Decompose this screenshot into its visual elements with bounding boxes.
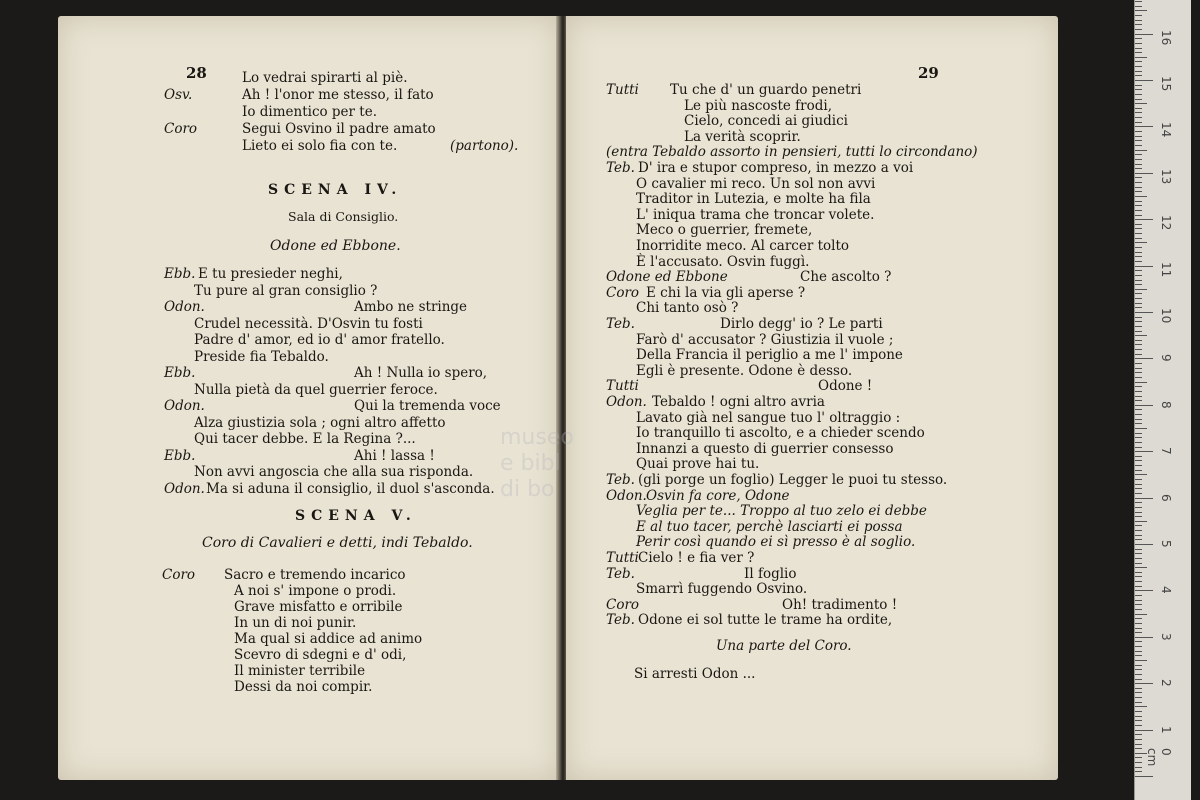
ruler-tick <box>1135 284 1142 285</box>
text-line: Qui la tremenda voce <box>354 398 501 414</box>
ruler-tick <box>1135 34 1153 35</box>
ruler-tick <box>1135 507 1142 508</box>
ruler-tick <box>1135 683 1153 684</box>
ruler-tick <box>1135 414 1142 415</box>
text-line: Non avvi angoscia che alla sua risponda. <box>194 464 474 480</box>
scene-v-title: SCENA V. <box>295 508 417 524</box>
ruler-tick <box>1135 326 1142 327</box>
ruler-tick <box>1135 238 1142 239</box>
ruler-tick <box>1135 447 1142 448</box>
ruler-tick <box>1135 419 1142 420</box>
ruler-tick <box>1135 210 1142 211</box>
ruler-tick <box>1135 730 1153 731</box>
ruler-tick <box>1135 57 1147 58</box>
ruler-tick <box>1135 38 1142 39</box>
speaker-label: Ebb. <box>164 447 196 464</box>
ruler-tick <box>1135 247 1142 248</box>
text-line: Crudel necessità. D'Osvin tu fosti <box>194 315 423 332</box>
ruler-tick <box>1135 80 1153 81</box>
ruler-tick <box>1135 711 1142 712</box>
ruler-tick <box>1135 530 1142 531</box>
ruler-tick <box>1135 544 1153 545</box>
text-line: Traditor in Lutezia, e molte ha fila <box>636 191 871 208</box>
text-line: Osvin fa core, Odone <box>646 487 790 504</box>
ruler-tick <box>1135 479 1142 480</box>
speaker-label: Tutti <box>606 550 639 566</box>
ruler-tick <box>1135 776 1153 777</box>
text-line: Egli è presente. Odone è desso. <box>636 362 853 379</box>
ruler-tick <box>1135 349 1142 350</box>
ruler-tick <box>1135 48 1142 49</box>
page-number-right: 29 <box>918 64 939 82</box>
ruler-number: 4 <box>1159 586 1173 595</box>
ruler-tick <box>1135 24 1142 25</box>
text-line: Io dimentico per te. <box>242 104 377 120</box>
ruler-tick <box>1135 335 1147 336</box>
text-line: Tu che d' un guardo penetri <box>670 82 862 98</box>
ruler-tick <box>1135 679 1142 680</box>
ruler-tick <box>1135 122 1142 123</box>
text-line: In un di noi punir. <box>234 615 357 631</box>
ruler-tick <box>1135 669 1142 670</box>
text-line: Sacro e tremendo incarico <box>224 567 406 583</box>
ruler-tick <box>1135 112 1142 113</box>
ruler-tick <box>1135 655 1142 656</box>
text-line: Innanzi a questo di guerrier consesso <box>636 440 894 457</box>
ruler-tick <box>1135 660 1147 661</box>
ruler-tick <box>1135 303 1142 304</box>
ruler-tick <box>1135 52 1142 53</box>
ruler-tick <box>1135 757 1142 758</box>
text-line: Grave misfatto e orribile <box>234 599 403 615</box>
ruler-tick <box>1135 150 1147 151</box>
ruler-tick <box>1135 535 1142 536</box>
text-line: Tebaldo ! ogni altro avria <box>652 394 825 410</box>
ruler-tick <box>1135 340 1142 341</box>
ruler-tick <box>1135 762 1142 763</box>
ruler-tick <box>1135 600 1142 601</box>
scene-iv-characters: Odone ed Ebbone. <box>270 238 401 254</box>
ruler-tick <box>1135 595 1142 596</box>
ruler-tick <box>1135 154 1142 155</box>
ruler-tick <box>1135 539 1142 540</box>
text-line: Chi tanto osò ? <box>636 300 739 317</box>
ruler-tick <box>1135 233 1142 234</box>
ruler-tick <box>1135 581 1142 582</box>
ruler-tick <box>1135 400 1142 401</box>
speaker-label: Odon. <box>606 394 647 410</box>
ruler-tick <box>1135 488 1142 489</box>
text-line: Nulla pietà da quel guerrier feroce. <box>194 381 438 398</box>
ruler-tick <box>1135 317 1142 318</box>
ruler-tick <box>1135 674 1142 675</box>
speaker-label: Teb. <box>606 472 635 488</box>
ruler-tick <box>1135 646 1142 647</box>
scene-iv-title: SCENA IV. <box>268 182 403 198</box>
right-page <box>566 16 1058 780</box>
ruler-tick <box>1135 525 1142 526</box>
ruler-tick <box>1135 89 1142 90</box>
ruler-number: 13 <box>1159 168 1173 185</box>
text-line: Io tranquillo ti ascolto, e a chieder scendo <box>636 425 925 442</box>
watermark-line: di bo <box>500 477 555 502</box>
speaker-label: Teb. <box>606 565 635 582</box>
speaker-label: Tutti <box>606 378 639 395</box>
ruler-tick <box>1135 99 1142 100</box>
speaker-label: Odon. <box>164 480 205 497</box>
ruler-number: 9 <box>1159 354 1173 363</box>
ruler-tick <box>1135 280 1142 281</box>
ruler-tick <box>1135 465 1142 466</box>
text-line: Quai prove hai tu. <box>636 456 760 473</box>
text-line: Padre d' amor, ed io d' amor fratello. <box>194 332 445 348</box>
ruler-tick <box>1135 15 1142 16</box>
ruler-tick <box>1135 71 1142 72</box>
speaker-label: Odon. <box>606 487 647 504</box>
ruler-tick <box>1135 493 1142 494</box>
ruler-tick <box>1135 377 1142 378</box>
ruler-tick <box>1135 632 1142 633</box>
ruler-tick <box>1135 331 1142 332</box>
text-line: E chi la via gli aperse ? <box>646 284 806 301</box>
watermark-line: museo <box>500 425 574 450</box>
ruler-number: 2 <box>1159 679 1173 687</box>
text-line: È l'accusato. Osvin fuggì. <box>636 253 810 270</box>
ruler-tick <box>1135 484 1142 485</box>
text-line: Ambo ne stringe <box>354 299 468 315</box>
ruler-tick <box>1135 512 1142 513</box>
text-line: Alza giustizia sola ; ogni altro affetto <box>194 414 446 431</box>
ruler-number: 16 <box>1159 29 1173 45</box>
ruler-number: 3 <box>1159 632 1173 641</box>
ruler-tick <box>1135 261 1142 262</box>
ruler-tick <box>1135 215 1142 216</box>
ruler-tick <box>1135 252 1142 253</box>
ruler-tick <box>1135 173 1153 174</box>
ruler-tick <box>1135 516 1142 517</box>
text-line: L' iniqua trama che troncar volete. <box>636 206 875 223</box>
text-line: Odone ei sol tutte le trame ha ordite, <box>638 612 893 629</box>
text-line: Il minister terribile <box>234 663 366 679</box>
ruler-number: 1 <box>1159 725 1173 734</box>
ruler-tick <box>1135 140 1142 141</box>
ruler-tick <box>1135 725 1142 726</box>
ruler-number: 0 cm <box>1145 748 1173 767</box>
ruler-tick <box>1135 697 1142 698</box>
ruler-tick <box>1135 549 1142 550</box>
ruler-tick <box>1135 159 1142 160</box>
ruler-tick <box>1135 136 1142 137</box>
text-line: Lavato già nel sangue tuo l' oltraggio : <box>636 409 901 426</box>
ruler-tick <box>1135 405 1153 406</box>
speaker-label: Teb. <box>606 316 635 332</box>
ruler-tick <box>1135 358 1153 359</box>
ruler-tick <box>1135 744 1142 745</box>
speaker-label: Ebb. <box>164 266 196 282</box>
text-line: Ah ! l'onor me stesso, il fato <box>242 87 434 103</box>
text-line: Dirlo degg' io ? Le parti <box>720 316 883 332</box>
text-line: Lo vedrai spirarti al piè. <box>242 70 408 86</box>
speaker-label: Odon. <box>164 299 205 315</box>
text-line: Meco o guerrier, fremete, <box>636 222 813 239</box>
ruler-tick <box>1135 266 1153 267</box>
text-line: E al tuo tacer, perchè lasciarti ei possa <box>636 518 903 535</box>
ruler-number: 6 <box>1159 493 1173 502</box>
ruler-tick <box>1135 521 1147 522</box>
ruler-tick <box>1135 748 1142 749</box>
speaker-label: Coro <box>606 596 640 613</box>
ruler-tick <box>1135 720 1142 721</box>
stage-direction: (partono). <box>450 138 519 154</box>
ruler-tick <box>1135 145 1142 146</box>
ruler-tick <box>1135 609 1142 610</box>
measuring-ruler <box>1134 0 1191 800</box>
ruler-tick <box>1135 103 1147 104</box>
text-line: Ah ! Nulla io spero, <box>354 365 488 381</box>
text-line: Dessi da noi compir. <box>234 679 373 695</box>
ruler-tick <box>1135 702 1142 703</box>
ruler-tick <box>1135 75 1142 76</box>
speaker-label: Ebb. <box>164 365 196 381</box>
last-line: Si arresti Odon ... <box>634 666 756 682</box>
ruler-tick <box>1135 498 1153 499</box>
ruler-tick <box>1135 614 1147 615</box>
ruler-tick <box>1135 409 1142 410</box>
text-line: A noi s' impone o prodi. <box>234 583 397 599</box>
speaker-label: Coro <box>164 121 198 137</box>
ruler-tick <box>1135 572 1142 573</box>
text-line: (gli porge un foglio) Legger le puoi tu stesso. <box>638 472 948 488</box>
text-line: Che ascolto ? <box>800 269 892 286</box>
ruler-tick <box>1135 460 1142 461</box>
ruler-tick <box>1135 576 1142 577</box>
ruler-tick <box>1135 307 1142 308</box>
watermark <box>500 425 574 503</box>
ruler-tick <box>1135 117 1142 118</box>
speaker-label: Teb. <box>606 612 635 629</box>
text-line: E tu presieder neghi, <box>198 266 343 282</box>
speaker-label: Coro <box>606 284 640 301</box>
ruler-number: 10 <box>1159 308 1173 324</box>
text-line: Veglia per te... Troppo al tuo zelo ei debbe <box>636 503 927 520</box>
scene-iv-setting: Sala di Consiglio. <box>288 209 399 224</box>
ruler-tick <box>1135 391 1142 392</box>
ruler-tick <box>1135 270 1142 271</box>
ruler-tick <box>1135 219 1153 220</box>
ruler-tick <box>1135 734 1142 735</box>
text-line: Oh! tradimento ! <box>782 596 898 613</box>
ruler-tick <box>1135 363 1142 364</box>
ruler-tick <box>1135 168 1142 169</box>
text-line: Le più nascoste frodi, <box>684 97 833 114</box>
ruler-number: 8 <box>1159 400 1173 409</box>
ruler-tick <box>1135 368 1142 369</box>
chorus-part-heading: Una parte del Coro. <box>716 638 852 654</box>
text-line: Tu pure al gran consiglio ? <box>194 282 378 299</box>
ruler-tick <box>1135 563 1142 564</box>
ruler-tick <box>1135 224 1142 225</box>
watermark-line: e bibl <box>500 451 561 476</box>
ruler-tick <box>1135 382 1147 383</box>
ruler-tick <box>1135 298 1142 299</box>
ruler-number: 15 <box>1159 76 1173 92</box>
ruler-tick <box>1135 665 1142 666</box>
ruler-tick <box>1135 131 1142 132</box>
text-line: Ahi ! lassa ! <box>354 447 435 464</box>
ruler-tick <box>1135 20 1142 21</box>
ruler-tick <box>1135 637 1153 638</box>
ruler-tick <box>1135 386 1142 387</box>
speaker-label: Coro <box>162 567 196 583</box>
ruler-tick <box>1135 433 1142 434</box>
text-line: Odone ! <box>818 378 873 395</box>
text-line: Il foglio <box>744 565 797 582</box>
ruler-tick <box>1135 502 1142 503</box>
text-line: (entra Tebaldo assorto in pensieri, tutti lo circondano) <box>606 144 978 161</box>
ruler-tick <box>1135 428 1147 429</box>
ruler-tick <box>1135 61 1142 62</box>
ruler-number: 11 <box>1159 261 1173 277</box>
ruler-tick <box>1135 618 1142 619</box>
ruler-tick <box>1135 590 1153 591</box>
text-line: Qui tacer debbe. E la Regina ?... <box>194 431 416 447</box>
speaker-label: Odon. <box>164 398 205 414</box>
ruler-tick <box>1135 10 1147 11</box>
speaker-label: Odone ed Ebbone <box>606 269 728 286</box>
text-line: La verità scoprir. <box>684 128 801 145</box>
speaker-label: Osv. <box>164 87 193 103</box>
ruler-tick <box>1135 451 1153 452</box>
ruler-tick <box>1135 201 1142 202</box>
ruler-tick <box>1135 196 1147 197</box>
ruler-tick <box>1135 6 1142 7</box>
ruler-tick <box>1135 456 1142 457</box>
left-page <box>58 16 560 780</box>
ruler-number: 14 <box>1159 122 1173 138</box>
ruler-tick <box>1135 641 1142 642</box>
ruler-tick <box>1135 437 1142 438</box>
ruler-tick <box>1135 29 1142 30</box>
ruler-tick <box>1135 567 1147 568</box>
ruler-tick <box>1135 108 1142 109</box>
ruler-tick <box>1135 692 1142 693</box>
ruler-tick <box>1135 1 1142 2</box>
ruler-tick <box>1135 177 1142 178</box>
text-line: Ma si aduna il consiglio, il duol s'asconda. <box>206 480 495 497</box>
ruler-tick <box>1135 396 1142 397</box>
text-line: D' ira e stupor compreso, in mezzo a voi <box>638 160 914 176</box>
ruler-tick <box>1135 716 1142 717</box>
ruler-tick <box>1135 289 1147 290</box>
ruler-tick <box>1135 182 1142 183</box>
ruler-tick <box>1135 191 1142 192</box>
ruler-tick <box>1135 651 1142 652</box>
ruler-tick <box>1135 256 1142 257</box>
ruler-tick <box>1135 558 1142 559</box>
ruler-tick <box>1135 242 1147 243</box>
text-line: Cielo ! e fia ver ? <box>638 550 755 566</box>
speaker-label: Teb. <box>606 160 635 176</box>
ruler-tick <box>1135 372 1142 373</box>
text-line: Inorridite meco. Al carcer tolto <box>636 238 850 254</box>
ruler-tick <box>1135 474 1147 475</box>
ruler-tick <box>1135 628 1142 629</box>
ruler-tick <box>1135 94 1142 95</box>
ruler-tick <box>1135 688 1142 689</box>
ruler-tick <box>1135 623 1142 624</box>
ruler-tick <box>1135 66 1142 67</box>
text-line: Della Francia il periglio a me l' impone <box>636 347 903 364</box>
ruler-number: 12 <box>1159 215 1173 231</box>
ruler-tick <box>1135 423 1142 424</box>
ruler-number: 5 <box>1159 540 1173 548</box>
ruler-tick <box>1135 706 1147 707</box>
ruler-tick <box>1135 442 1142 443</box>
text-line: Segui Osvino il padre amato <box>242 121 436 137</box>
text-line: Smarrì fuggendo Osvino. <box>636 581 808 598</box>
ruler-tick <box>1135 767 1142 768</box>
speaker-label: Tutti <box>606 82 639 98</box>
ruler-tick <box>1135 586 1142 587</box>
ruler-tick <box>1135 228 1142 229</box>
ruler-tick <box>1135 553 1142 554</box>
ruler-tick <box>1135 739 1142 740</box>
text-line: Preside fia Tebaldo. <box>194 348 329 365</box>
ruler-tick <box>1135 85 1142 86</box>
text-line: Farò d' accusator ? Giustizia il vuole ; <box>636 331 894 348</box>
ruler-tick <box>1135 344 1142 345</box>
text-line: Lieto ei solo fia con te. <box>242 138 398 154</box>
page-number-left: 28 <box>186 64 207 82</box>
ruler-tick <box>1135 187 1142 188</box>
ruler-tick <box>1135 470 1142 471</box>
text-line: Ma qual si addice ad animo <box>234 631 423 647</box>
text-line: O cavalier mi reco. Un sol non avvi <box>636 175 876 192</box>
ruler-tick <box>1135 275 1142 276</box>
ruler-tick <box>1135 164 1142 165</box>
ruler-tick <box>1135 43 1142 44</box>
ruler-tick <box>1135 312 1153 313</box>
text-line: Scevro di sdegni e d' odi, <box>234 647 407 663</box>
text-line: Cielo, concedi ai giudici <box>684 113 848 130</box>
ruler-tick <box>1135 293 1142 294</box>
ruler-number: 7 <box>1159 447 1173 455</box>
ruler-tick <box>1135 126 1153 127</box>
ruler-tick <box>1135 354 1142 355</box>
ruler-tick <box>1135 771 1142 772</box>
text-line: Perir così quando ei sì presso è al soglio. <box>636 534 916 551</box>
scene-v-characters: Coro di Cavalieri e detti, indi Tebaldo. <box>202 535 473 551</box>
ruler-tick <box>1135 205 1142 206</box>
ruler-tick <box>1135 604 1142 605</box>
ruler-tick <box>1135 321 1142 322</box>
